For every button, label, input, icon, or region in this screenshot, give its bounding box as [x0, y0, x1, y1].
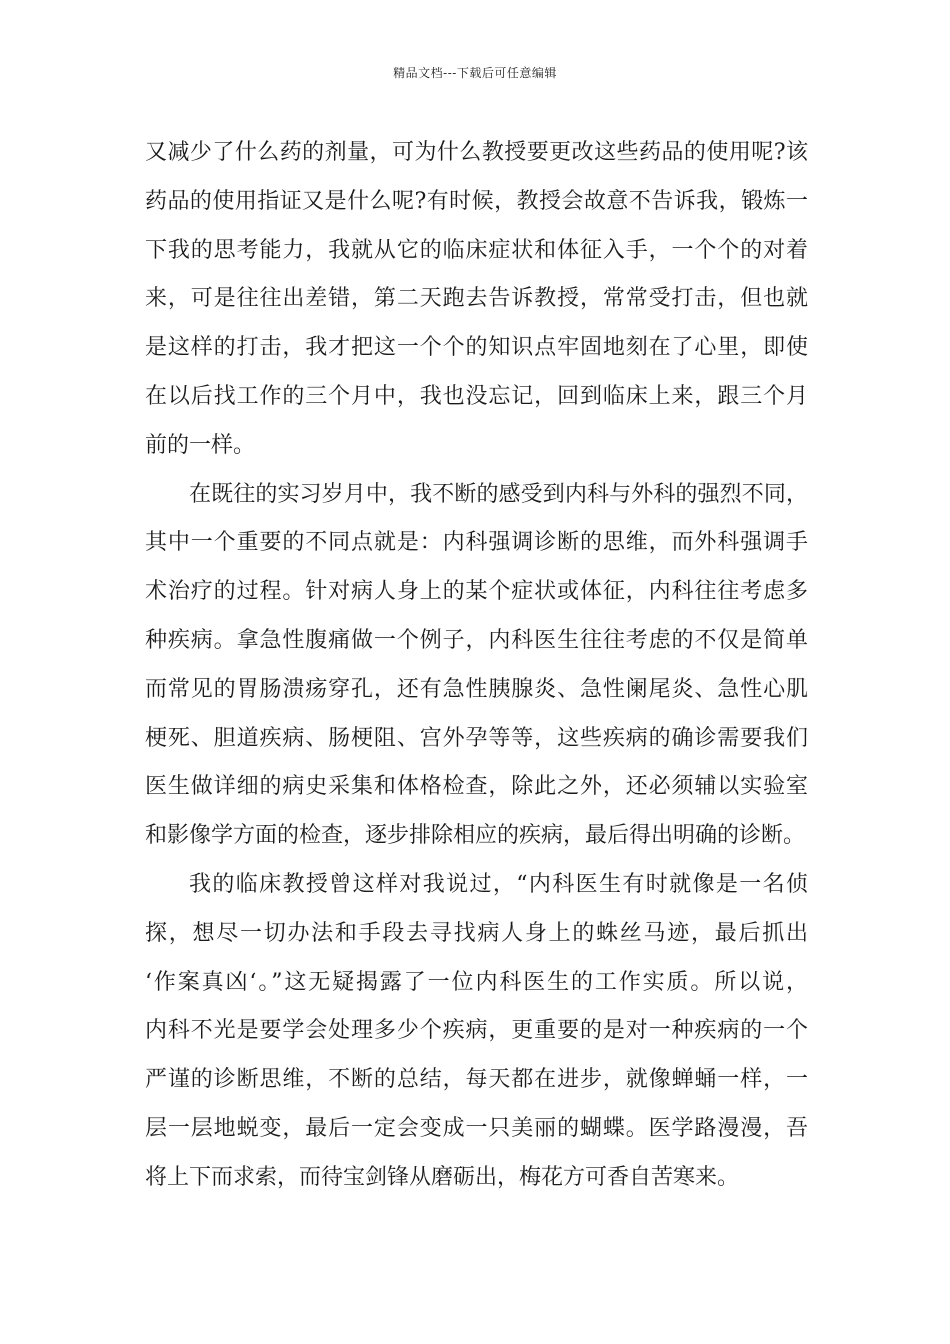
text-line: 种疾病。拿急性腹痛做一个例子，内科医生往往考虑的不仅是简单	[145, 627, 808, 653]
page-header: 精品文档---下载后可任意编辑	[393, 66, 557, 80]
paragraph-2	[145, 471, 808, 861]
text-line: 和影像学方面的检查，逐步排除相应的疾病，最后得出明确的诊断。	[145, 823, 806, 849]
text-line: 将上下而求索，而待宝剑锋从磨砺出，梅花方可香自苦寒来。	[145, 1164, 740, 1190]
text-line: 来，可是往往出差错，第二天跑去告诉教授，常常受打击，但也就	[145, 286, 808, 312]
text-line: ‘作案真凶‘。”这无疑揭露了一位内科医生的工作实质。所以说，	[145, 969, 808, 995]
text-line: 而常见的胃肠溃疡穿孔，还有急性胰腺炎、急性阑尾炎、急性心肌	[145, 676, 808, 702]
text-line: 在以后找工作的三个月中，我也没忘记，回到临床上来，跟三个月	[145, 383, 808, 409]
text-line: 其中一个重要的不同点就是：内科强调诊断的思维，而外科强调手	[145, 530, 808, 556]
text-line: 下我的思考能力，我就从它的临床症状和体征入手，一个个的对着	[145, 237, 808, 263]
text-line: 在既往的实习岁月中，我不断的感受到内科与外科的强烈不同，	[189, 481, 808, 507]
text-line: 术治疗的过程。针对病人身上的某个症状或体征，内科往往考虑多	[145, 579, 808, 605]
body-text	[145, 129, 808, 1203]
text-line: 医生做详细的病史采集和体格检查，除此之外，还必须辅以实验室	[145, 774, 808, 800]
paragraph-3	[145, 861, 808, 1203]
text-line: 我的临床教授曾这样对我说过，“内科医生有时就像是一名侦	[189, 871, 808, 897]
text-line: 内科不光是要学会处理多少个疾病，更重要的是对一种疾病的一个	[145, 1018, 808, 1044]
text-line: 梗死、胆道疾病、肠梗阻、宫外孕等等，这些疾病的确诊需要我们	[145, 725, 808, 751]
text-line: 是这样的打击，我才把这一个个的知识点牢固地刻在了心里，即使	[145, 335, 808, 361]
text-line: 前的一样。	[145, 432, 256, 458]
text-line: 严谨的诊断思维，不断的总结，每天都在进步，就像蝉蛹一样，一	[145, 1067, 808, 1093]
paragraph-1	[145, 129, 808, 471]
text-line: 层一层地蜕变，最后一定会变成一只美丽的蝴蝶。医学路漫漫，吾	[145, 1115, 808, 1141]
text-line: 药品的使用指证又是什么呢?有时候，教授会故意不告诉我，锻炼一	[145, 188, 808, 214]
text-line: 又减少了什么药的剂量，可为什么教授要更改这些药品的使用呢?该	[145, 140, 808, 165]
text-line: 探，想尽一切办法和手段去寻找病人身上的蛛丝马迹，最后抓出	[145, 920, 808, 946]
